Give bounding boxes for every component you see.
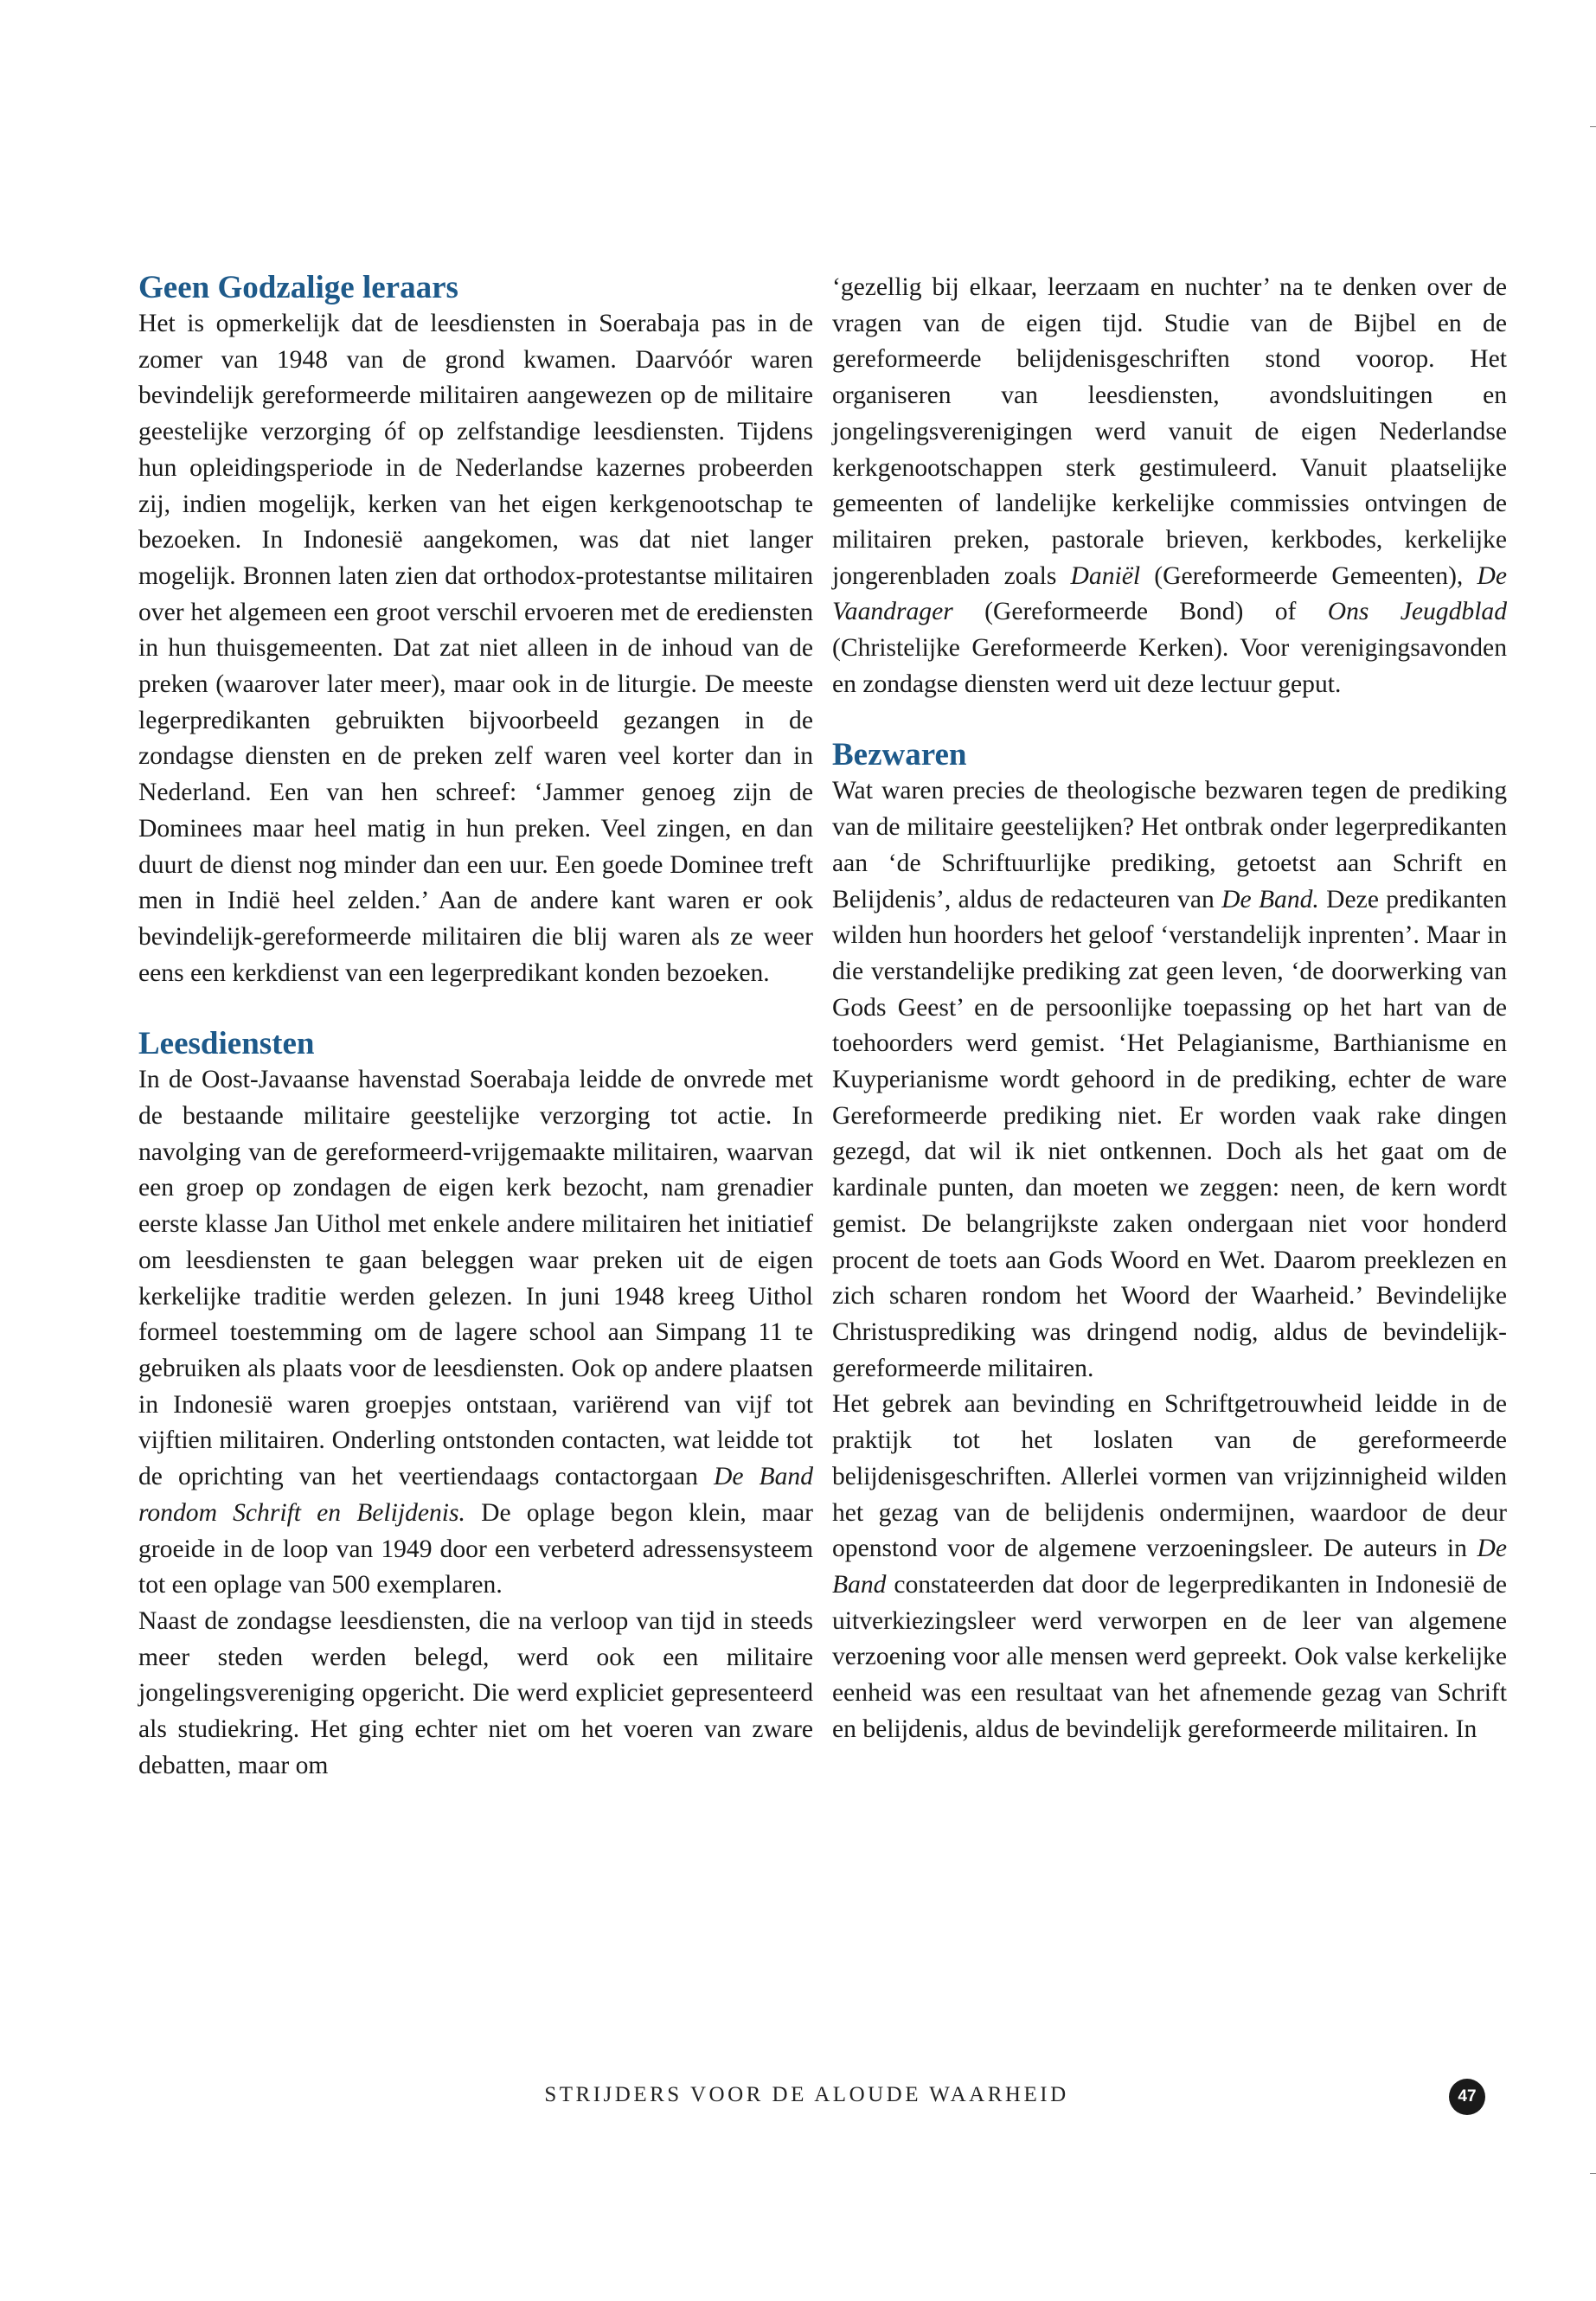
- text-run: Wat waren precies de theologische bezwaren tegen de prediking van de militaire geestelijken? Het ontbrak onder legerpredikanten aan ‘de Schriftuurlijke prediking, getoetst aan Schrift en Belijdenis’, aldus de redacteuren van: [832, 777, 1507, 913]
- text-run: Naast de zondagse leesdiensten, die na verloop van tijd in steeds meer steden werden belegd, werd ook een militaire jongelingsvereniging opgericht. Die werd expliciet gepresenteerd als studiekring. Het ging echter niet om het voeren van zware debatten, maar om: [138, 1606, 813, 1779]
- text-run: Het is opmerkelijk dat de leesdiensten in Soerabaja pas in de zomer van 1948 van de grond kwamen. Daarvóór waren bevindelijk gereformeerde militairen aangewezen op de militaire geestelijke verzorging óf op zelfstandige leesdiensten. Tijdens hun opleidingsperiode in de Nederlandse kazernes probeerden zij, indien mogelijk, kerken van het eigen kerkgenootschap te bezoeken. In Indonesië aangekomen, was dat niet langer mogelijk. Bronnen laten zien dat orthodox-protestantse militairen over het algemeen een groot verschil ervoeren met de erediensten in hun thuisgemeenten. Dat zat niet alleen in de inhoud van de preken (waarover later meer), maar ook in de liturgie. De meeste legerpredikanten gebruikten bijvoorbeeld gezangen in de zondagse diensten en de preken zelf waren veel korter dan in Nederland. Een van hen schreef: ‘Jammer genoeg zijn de Dominees maar heel matig in hun preken. Veel zingen, en dan duurt de dienst nog minder dan een uur. Een goede Dominee treft men in Indië heel zelden.’ Aan de andere kant waren er ook bevindelijk-gereformeerde militairen die blij waren als ze weer eens een kerkdienst van een legerpredikant konden bezoeken.: [138, 310, 813, 987]
- left-paragraph-2: [138, 1062, 813, 1604]
- left-paragraph-3: [138, 1604, 813, 1785]
- right-paragraph-2: [832, 773, 1507, 1387]
- crop-mark-top: [1590, 126, 1596, 127]
- italic-title: De Vaandrager: [832, 561, 1507, 626]
- italic-title: De Band rondom Schrift en Belijdenis.: [138, 1463, 814, 1527]
- text-run: ‘gezellig bij elkaar, leerzaam en nuchter’ na te denken over de vragen van de eigen tijd. Studie van de Bijbel en de gereformeerde belijdenisgeschriften stond voorop. Het organiseren van leesdiensten, avondsluitingen en jongelingsverenigingen werd vanuit de eigen Nederlandse kerkgenootschappen sterk gestimuleerd. Vanuit plaatselijke gemeenten of landelijke kerkelijke commissies ontvingen de militairen preken, pastorale brieven, kerkbodes, kerkelijke jongerenbladen zoals: [832, 273, 1507, 590]
- right-paragraph-1: [832, 270, 1507, 702]
- section-heading-geen-godzalige-leraars: Geen Godzalige leraars: [138, 270, 458, 305]
- left-column: [138, 270, 813, 1784]
- page-number: 47: [1449, 2079, 1485, 2115]
- text-run: In de Oost-Javaanse havenstad Soerabaja leidde de onvrede met de bestaande militaire geestelijke verzorging tot actie. In navolging van de gereformeerd-vrijgemaakte militairen, waarvan een groep op zondagen de eigen kerk bezocht, nam grenadier eerste klasse Jan Uithol met enkele andere militairen het initiatief om leesdiensten te gaan beleggen waar preken uit de eigen kerkelijke traditie werden gelezen. In juni 1948 kreeg Uithol formeel toestemming om de lagere school aan Simpang 11 te gebruiken als plaats voor de leesdiensten. Ook op andere plaatsen in Indonesië waren groepjes ontstaan, variërend van vijf tot vijftien militairen. Onderling ontstonden contacten, wat leidde tot de oprichting van het veertiendaags contactorgaan: [138, 1066, 813, 1491]
- section-heading-leesdiensten: Leesdiensten: [138, 1026, 315, 1062]
- text-run: De oplage begon klein, maar groeide in de loop van 1949 door een verbeterd adressensysteem tot een oplage van 500 exemplaren.: [138, 1498, 814, 1599]
- italic-title: Daniël: [1070, 561, 1141, 590]
- left-paragraph-1: [138, 306, 813, 991]
- right-paragraph-3: [832, 1387, 1507, 1747]
- text-run: (Gereformeerde Bond) of: [952, 598, 1328, 626]
- text-run: (Gereformeerde Gemeenten),: [1140, 561, 1477, 590]
- section-heading-bezwaren: Bezwaren: [832, 737, 967, 773]
- right-column: [832, 270, 1507, 1747]
- text-run: (Christelijke Gereformeerde Kerken). Voor verenigingsavonden en zondagse diensten werd uit deze lectuur geput.: [832, 634, 1507, 698]
- crop-mark-bottom: [1590, 2173, 1596, 2174]
- text-run: Deze predikanten wilden hun hoorders het geloof ‘verstandelijk inprenten’. Maar in die verstandelijke prediking zat geen leven, ‘de doorwerking van Gods Geest’ en de persoonlijke toepassing op het hart van de toehoorders werd gemist. ‘Het Pelagianisme, Barthianisme en Kuyperianisme wordt gehoord in de prediking, echter de ware Gereformeerde prediking niet. Er worden vaak rake dingen gezegd, dat wil ik niet ontkennen. Doch als het gaat om de kardinale punten, dan moeten we zeggen: neen, de kern wordt gemist. De belangrijkste zaken ondergaan niet voor honderd procent de toets aan Gods Woord en Wet. Daarom preeklezen en zich scharen rondom het Woord der Waarheid.’ Bevindelijke Christusprediking was dringend nodig, aldus de bevindelijk-gereformeerde militairen.: [832, 885, 1507, 1382]
- running-title: STRIJDERS VOOR DE ALOUDE WAARHEID: [544, 2083, 1069, 2106]
- italic-title: De Band: [832, 1535, 1507, 1599]
- text-run: Het gebrek aan bevinding en Schriftgetrouwheid leidde in de praktijk tot het loslaten van de gereformeerde belijdenisgeschriften. Allerlei vormen van vrijzinnigheid wilden het gezag van de belijdenis ondermijnen, waardoor de deur openstond voor de algemene verzoeningsleer. De auteurs in: [832, 1390, 1507, 1563]
- italic-title: De Band.: [1221, 885, 1319, 913]
- italic-title: Ons Jeugdblad: [1327, 598, 1508, 626]
- text-run: constateerden dat door de legerpredikanten in Indonesië de uitverkiezingsleer werd verworpen en de leer van algemene verzoening voor alle mensen werd gepreekt. Ook valse kerkelijke eenheid was een resultaat van het afnemende gezag van Schrift en belijdenis, aldus de bevindelijk gereformeerde militairen. In: [832, 1570, 1507, 1743]
